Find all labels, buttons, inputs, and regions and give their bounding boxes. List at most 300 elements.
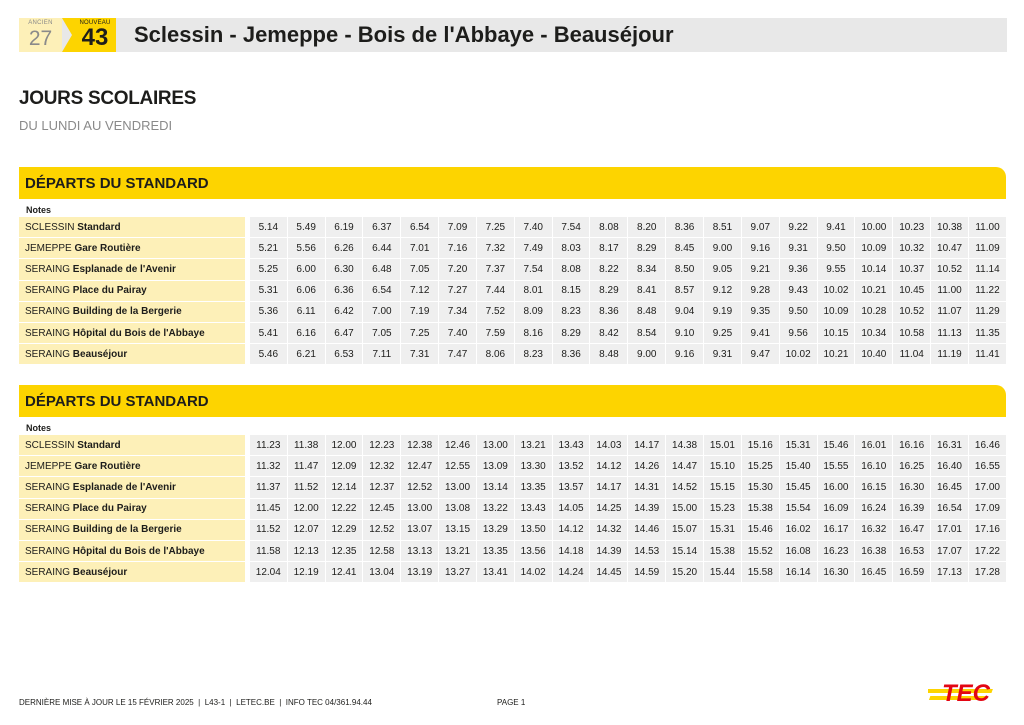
old-line-label: ANCIEN [28, 20, 53, 26]
departure-time-cell: 11.00 [968, 217, 1006, 238]
departure-time-cell: 15.16 [741, 435, 779, 456]
departure-time-cell: 8.29 [589, 281, 627, 302]
departure-time-cell: 12.14 [325, 477, 363, 498]
departure-time-cell: 7.12 [400, 281, 438, 302]
departure-time-cell: 10.15 [817, 323, 855, 344]
departure-time-cell: 16.08 [779, 541, 817, 562]
departure-time-cell: 8.01 [514, 281, 552, 302]
departure-time-cell: 13.27 [438, 562, 476, 583]
departure-time-cell: 13.30 [514, 456, 552, 477]
page-number: PAGE 1 [497, 698, 526, 707]
departure-time-cell: 13.43 [514, 499, 552, 520]
departure-time-cell: 14.38 [665, 435, 703, 456]
departure-time-cell: 12.04 [249, 562, 287, 583]
stop-name-cell [19, 477, 245, 498]
departure-time-cell: 6.54 [400, 217, 438, 238]
departure-time-cell: 8.22 [589, 259, 627, 280]
table-row [19, 217, 1006, 238]
departure-time-cell: 11.45 [249, 499, 287, 520]
stop-name-cell [19, 541, 245, 562]
stop-locality: SERAING [25, 503, 71, 515]
departure-time-cell: 15.23 [703, 499, 741, 520]
stop-locality: SERAING [25, 348, 71, 360]
departure-time-cell: 7.59 [476, 323, 514, 344]
departure-time-cell: 8.48 [589, 344, 627, 365]
departure-time-cell: 8.41 [627, 281, 665, 302]
departure-time-cell: 8.57 [665, 281, 703, 302]
departure-time-cell: 12.07 [287, 520, 325, 541]
departure-time-cell: 15.44 [703, 562, 741, 583]
departure-time-cell: 11.19 [930, 344, 968, 365]
departure-time-cell: 9.22 [779, 217, 817, 238]
departure-time-cell: 11.00 [930, 281, 968, 302]
departure-time-cell: 7.09 [438, 217, 476, 238]
departure-time-cell: 12.00 [287, 499, 325, 520]
departure-time-cell: 11.32 [249, 456, 287, 477]
departure-time-cell: 9.41 [741, 323, 779, 344]
stop-locality: SERAING [25, 566, 71, 578]
table-row [19, 499, 1006, 520]
departure-time-cell: 12.52 [362, 520, 400, 541]
departure-time-cell: 17.28 [968, 562, 1006, 583]
route-title: Sclessin - Jemeppe - Bois de l'Abbaye - Beauséjour [134, 22, 674, 47]
stop-name: Gare Routière [74, 460, 141, 472]
stop-name-cell [19, 217, 245, 238]
stop-locality: JEMEPPE [25, 460, 72, 472]
departure-time-cell: 11.04 [892, 344, 930, 365]
departure-time-cell: 8.29 [552, 323, 590, 344]
section-title: DÉPARTS DU STANDARD [19, 167, 1006, 199]
stop-name: Place du Pairay [72, 285, 147, 297]
stop-locality: JEMEPPE [25, 242, 72, 254]
departure-time-cell: 5.56 [287, 238, 325, 259]
departure-time-cell: 14.12 [552, 520, 590, 541]
departure-time-cell: 5.21 [249, 238, 287, 259]
stop-name: Standard [77, 439, 121, 451]
departure-time-cell: 8.15 [552, 281, 590, 302]
departure-time-cell: 15.25 [741, 456, 779, 477]
stop-name-cell [19, 456, 245, 477]
departure-time-cell: 13.50 [514, 520, 552, 541]
departure-time-cell: 11.47 [287, 456, 325, 477]
stop-name-cell [19, 562, 245, 583]
departure-time-cell: 9.04 [665, 302, 703, 323]
departure-time-cell: 10.58 [892, 323, 930, 344]
departure-time-cell: 9.50 [817, 238, 855, 259]
departure-time-cell: 13.00 [400, 499, 438, 520]
new-line-label: NOUVEAU [79, 20, 111, 26]
departure-time-cell: 13.29 [476, 520, 514, 541]
departure-time-cell: 14.52 [665, 477, 703, 498]
departure-time-cell: 16.24 [854, 499, 892, 520]
stop-name: Place du Pairay [72, 503, 147, 515]
departure-time-cell: 5.25 [249, 259, 287, 280]
departure-time-cell: 8.54 [627, 323, 665, 344]
departure-time-cell: 7.00 [362, 302, 400, 323]
departure-time-cell: 15.38 [741, 499, 779, 520]
departure-time-cell: 7.05 [400, 259, 438, 280]
timetable [19, 217, 1006, 365]
table-row [19, 281, 1006, 302]
departure-time-cell: 10.09 [817, 302, 855, 323]
departure-time-cell: 6.44 [362, 238, 400, 259]
departure-time-cell: 9.00 [627, 344, 665, 365]
departure-time-cell: 12.22 [325, 499, 363, 520]
departure-time-cell: 16.09 [817, 499, 855, 520]
stop-locality: SCLESSIN [25, 221, 75, 233]
departure-time-cell: 6.26 [325, 238, 363, 259]
departure-time-cell: 7.37 [476, 259, 514, 280]
departure-time-cell: 15.00 [665, 499, 703, 520]
departure-time-cell: 13.35 [514, 477, 552, 498]
stop-locality: SERAING [25, 327, 71, 339]
departure-time-cell: 8.45 [665, 238, 703, 259]
departure-time-cell: 6.06 [287, 281, 325, 302]
departure-time-cell: 8.03 [552, 238, 590, 259]
departure-time-cell: 15.58 [741, 562, 779, 583]
timetable [19, 435, 1006, 583]
departure-time-cell: 10.23 [892, 217, 930, 238]
section-title: DÉPARTS DU STANDARD [19, 385, 1006, 417]
stop-locality: SCLESSIN [25, 439, 75, 451]
departure-time-cell: 9.35 [741, 302, 779, 323]
departure-time-cell: 13.14 [476, 477, 514, 498]
departure-time-cell: 6.47 [325, 323, 363, 344]
departure-time-cell: 13.57 [552, 477, 590, 498]
departure-time-cell: 10.00 [854, 217, 892, 238]
departure-time-cell: 16.02 [779, 520, 817, 541]
departure-time-cell: 17.13 [930, 562, 968, 583]
departure-time-cell: 15.45 [779, 477, 817, 498]
departure-time-cell: 8.23 [552, 302, 590, 323]
departure-time-cell: 9.55 [817, 259, 855, 280]
stop-name-cell [19, 281, 245, 302]
departure-time-cell: 6.16 [287, 323, 325, 344]
departure-time-cell: 13.21 [438, 541, 476, 562]
departure-time-cell: 14.39 [589, 541, 627, 562]
departure-time-cell: 16.16 [892, 435, 930, 456]
departure-time-cell: 7.19 [400, 302, 438, 323]
departure-time-cell: 13.07 [400, 520, 438, 541]
departure-time-cell: 14.59 [627, 562, 665, 583]
departure-time-cell: 15.54 [779, 499, 817, 520]
departure-time-cell: 13.15 [438, 520, 476, 541]
stop-name-cell [19, 259, 245, 280]
stop-name-cell [19, 344, 245, 365]
departure-time-cell: 9.41 [817, 217, 855, 238]
notes-label: Notes [26, 423, 52, 433]
departure-time-cell: 9.16 [665, 344, 703, 365]
stop-name: Esplanade de l'Avenir [72, 263, 176, 275]
days-title: JOURS SCOLAIRES [19, 88, 197, 109]
departure-time-cell: 8.08 [552, 259, 590, 280]
departure-time-cell: 9.00 [703, 238, 741, 259]
departure-time-cell: 16.40 [930, 456, 968, 477]
departure-time-cell: 15.01 [703, 435, 741, 456]
departure-time-cell: 15.52 [741, 541, 779, 562]
departure-time-cell: 8.34 [627, 259, 665, 280]
departure-time-cell: 10.28 [854, 302, 892, 323]
new-line-badge [62, 18, 116, 52]
footer-info: DERNIÈRE MISE À JOUR LE 15 FÉVRIER 2025 | L43-1 | LETEC.BE | INFO TEC 04/361.94.44 [19, 698, 372, 707]
departure-time-cell: 7.54 [514, 259, 552, 280]
departure-time-cell: 9.10 [665, 323, 703, 344]
departure-time-cell: 12.47 [400, 456, 438, 477]
departure-time-cell: 11.52 [287, 477, 325, 498]
departure-time-cell: 16.38 [854, 541, 892, 562]
departure-time-cell: 9.43 [779, 281, 817, 302]
departure-time-cell: 6.21 [287, 344, 325, 365]
departure-time-cell: 14.45 [589, 562, 627, 583]
departure-time-cell: 16.32 [854, 520, 892, 541]
departure-time-cell: 5.31 [249, 281, 287, 302]
departure-time-cell: 16.14 [779, 562, 817, 583]
new-line-number: 43 [81, 24, 109, 51]
departure-time-cell: 12.29 [325, 520, 363, 541]
departure-time-cell: 14.17 [627, 435, 665, 456]
departure-time-cell: 17.00 [968, 477, 1006, 498]
departure-time-cell: 10.47 [930, 238, 968, 259]
departure-time-cell: 13.19 [400, 562, 438, 583]
departure-time-cell: 8.36 [552, 344, 590, 365]
stop-name: Building de la Bergerie [72, 306, 182, 318]
departure-time-cell: 7.54 [552, 217, 590, 238]
departure-time-cell: 14.12 [589, 456, 627, 477]
departure-time-cell: 14.25 [589, 499, 627, 520]
departure-time-cell: 15.40 [779, 456, 817, 477]
notes-label: Notes [26, 205, 52, 215]
stop-name: Beauséjour [72, 348, 128, 360]
departure-time-cell: 13.43 [552, 435, 590, 456]
departure-time-cell: 16.17 [817, 520, 855, 541]
departure-time-cell: 8.08 [589, 217, 627, 238]
departure-time-cell: 11.29 [968, 302, 1006, 323]
departure-time-cell: 6.53 [325, 344, 363, 365]
departure-time-cell: 16.47 [892, 520, 930, 541]
stop-locality: SERAING [25, 263, 71, 275]
departure-time-cell: 5.49 [287, 217, 325, 238]
departure-time-cell: 16.00 [817, 477, 855, 498]
stop-name-cell [19, 499, 245, 520]
departure-time-cell: 13.21 [514, 435, 552, 456]
departure-time-cell: 9.19 [703, 302, 741, 323]
departure-time-cell: 14.39 [627, 499, 665, 520]
stop-name: Standard [77, 221, 121, 233]
departure-time-cell: 10.21 [854, 281, 892, 302]
departure-time-cell: 6.37 [362, 217, 400, 238]
departure-time-cell: 10.09 [854, 238, 892, 259]
departure-time-cell: 7.34 [438, 302, 476, 323]
departure-time-cell: 12.37 [362, 477, 400, 498]
stop-locality: SERAING [25, 306, 71, 318]
table-row [19, 435, 1006, 456]
departure-time-cell: 17.22 [968, 541, 1006, 562]
stop-name-cell [19, 302, 245, 323]
departure-time-cell: 6.00 [287, 259, 325, 280]
departure-time-cell: 13.08 [438, 499, 476, 520]
departure-time-cell: 16.39 [892, 499, 930, 520]
departure-time-cell: 14.26 [627, 456, 665, 477]
departure-time-cell: 7.47 [438, 344, 476, 365]
departure-time-cell: 8.06 [476, 344, 514, 365]
stop-name: Beauséjour [72, 566, 128, 578]
departure-time-cell: 16.46 [968, 435, 1006, 456]
departure-time-cell: 12.00 [325, 435, 363, 456]
departure-time-cell: 10.37 [892, 259, 930, 280]
departure-time-cell: 17.01 [930, 520, 968, 541]
departure-time-cell: 16.15 [854, 477, 892, 498]
table-row [19, 541, 1006, 562]
departure-time-cell: 9.56 [779, 323, 817, 344]
departure-time-cell: 9.25 [703, 323, 741, 344]
departure-time-cell: 11.14 [968, 259, 1006, 280]
departure-time-cell: 7.27 [438, 281, 476, 302]
departure-time-cell: 13.04 [362, 562, 400, 583]
departure-time-cell: 11.37 [249, 477, 287, 498]
departure-time-cell: 9.28 [741, 281, 779, 302]
tec-logo [928, 675, 1008, 711]
stop-locality: SERAING [25, 524, 71, 536]
departure-time-cell: 7.52 [476, 302, 514, 323]
departure-time-cell: 8.36 [665, 217, 703, 238]
departure-time-cell: 6.42 [325, 302, 363, 323]
departure-time-cell: 11.41 [968, 344, 1006, 365]
departure-time-cell: 16.45 [930, 477, 968, 498]
departure-time-cell: 7.05 [362, 323, 400, 344]
departure-time-cell: 9.16 [741, 238, 779, 259]
departure-time-cell: 11.22 [968, 281, 1006, 302]
departure-time-cell: 12.46 [438, 435, 476, 456]
departure-time-cell: 15.10 [703, 456, 741, 477]
old-line-number: 27 [28, 27, 53, 50]
departure-time-cell: 15.31 [779, 435, 817, 456]
departure-time-cell: 5.46 [249, 344, 287, 365]
table-row [19, 323, 1006, 344]
departure-time-cell: 15.46 [741, 520, 779, 541]
table-row [19, 238, 1006, 259]
departure-time-cell: 13.00 [476, 435, 514, 456]
departure-time-cell: 13.22 [476, 499, 514, 520]
departure-time-cell: 16.31 [930, 435, 968, 456]
stop-name-cell [19, 238, 245, 259]
departure-time-cell: 6.19 [325, 217, 363, 238]
tec-logo-icon [928, 675, 1008, 711]
departure-time-cell: 13.09 [476, 456, 514, 477]
departure-time-cell: 13.41 [476, 562, 514, 583]
stop-locality: SERAING [25, 481, 71, 493]
departure-time-cell: 7.16 [438, 238, 476, 259]
departure-time-cell: 14.53 [627, 541, 665, 562]
departure-time-cell: 8.16 [514, 323, 552, 344]
stop-name-cell [19, 435, 245, 456]
departure-time-cell: 9.31 [779, 238, 817, 259]
timetable-section-1 [19, 167, 1006, 365]
departure-time-cell: 8.17 [589, 238, 627, 259]
departure-time-cell: 6.54 [362, 281, 400, 302]
table-row [19, 520, 1006, 541]
table-row [19, 477, 1006, 498]
departure-time-cell: 7.31 [400, 344, 438, 365]
departure-time-cell: 5.14 [249, 217, 287, 238]
departure-time-cell: 7.32 [476, 238, 514, 259]
departure-time-cell: 7.01 [400, 238, 438, 259]
departure-time-cell: 15.55 [817, 456, 855, 477]
departure-time-cell: 11.07 [930, 302, 968, 323]
departure-time-cell: 9.12 [703, 281, 741, 302]
departure-time-cell: 13.13 [400, 541, 438, 562]
departure-time-cell: 9.47 [741, 344, 779, 365]
departure-time-cell: 14.24 [552, 562, 590, 583]
departure-time-cell: 9.36 [779, 259, 817, 280]
departure-time-cell: 11.38 [287, 435, 325, 456]
departure-time-cell: 16.59 [892, 562, 930, 583]
table-row [19, 344, 1006, 365]
departure-time-cell: 10.52 [930, 259, 968, 280]
departure-time-cell: 10.52 [892, 302, 930, 323]
departure-time-cell: 14.05 [552, 499, 590, 520]
departure-time-cell: 14.17 [589, 477, 627, 498]
timetable-section-2 [19, 385, 1006, 583]
tec-logo-text: TEC [942, 680, 990, 707]
stop-name: Hôpital du Bois de l'Abbaye [72, 327, 205, 339]
departure-time-cell: 10.45 [892, 281, 930, 302]
departure-time-cell: 12.45 [362, 499, 400, 520]
days-subtitle: DU LUNDI AU VENDREDI [19, 118, 173, 133]
departure-time-cell: 12.55 [438, 456, 476, 477]
departure-time-cell: 16.45 [854, 562, 892, 583]
departure-time-cell: 12.32 [362, 456, 400, 477]
departure-time-cell: 14.32 [589, 520, 627, 541]
departure-time-cell: 7.20 [438, 259, 476, 280]
departure-time-cell: 15.30 [741, 477, 779, 498]
stop-locality: SERAING [25, 545, 71, 557]
departure-time-cell: 15.46 [817, 435, 855, 456]
departure-time-cell: 10.32 [892, 238, 930, 259]
departure-time-cell: 7.11 [362, 344, 400, 365]
stop-name: Gare Routière [74, 242, 141, 254]
departure-time-cell: 16.53 [892, 541, 930, 562]
departure-time-cell: 7.40 [514, 217, 552, 238]
departure-time-cell: 10.02 [817, 281, 855, 302]
departure-time-cell: 16.23 [817, 541, 855, 562]
departure-time-cell: 11.13 [930, 323, 968, 344]
departure-time-cell: 9.05 [703, 259, 741, 280]
departure-time-cell: 7.49 [514, 238, 552, 259]
departure-time-cell: 12.52 [400, 477, 438, 498]
departure-time-cell: 8.09 [514, 302, 552, 323]
departure-time-cell: 9.31 [703, 344, 741, 365]
departure-time-cell: 6.36 [325, 281, 363, 302]
departure-time-cell: 11.09 [968, 238, 1006, 259]
departure-time-cell: 16.25 [892, 456, 930, 477]
departure-time-cell: 16.30 [817, 562, 855, 583]
departure-time-cell: 12.58 [362, 541, 400, 562]
departure-time-cell: 7.25 [476, 217, 514, 238]
departure-time-cell: 12.09 [325, 456, 363, 477]
departure-time-cell: 8.29 [627, 238, 665, 259]
departure-time-cell: 10.21 [817, 344, 855, 365]
departure-time-cell: 12.35 [325, 541, 363, 562]
departure-time-cell: 16.10 [854, 456, 892, 477]
departure-time-cell: 11.23 [249, 435, 287, 456]
departure-time-cell: 7.25 [400, 323, 438, 344]
departure-time-cell: 8.23 [514, 344, 552, 365]
departure-time-cell: 15.07 [665, 520, 703, 541]
departure-time-cell: 13.52 [552, 456, 590, 477]
departure-time-cell: 6.11 [287, 302, 325, 323]
departure-time-cell: 9.50 [779, 302, 817, 323]
stop-name-cell [19, 323, 245, 344]
